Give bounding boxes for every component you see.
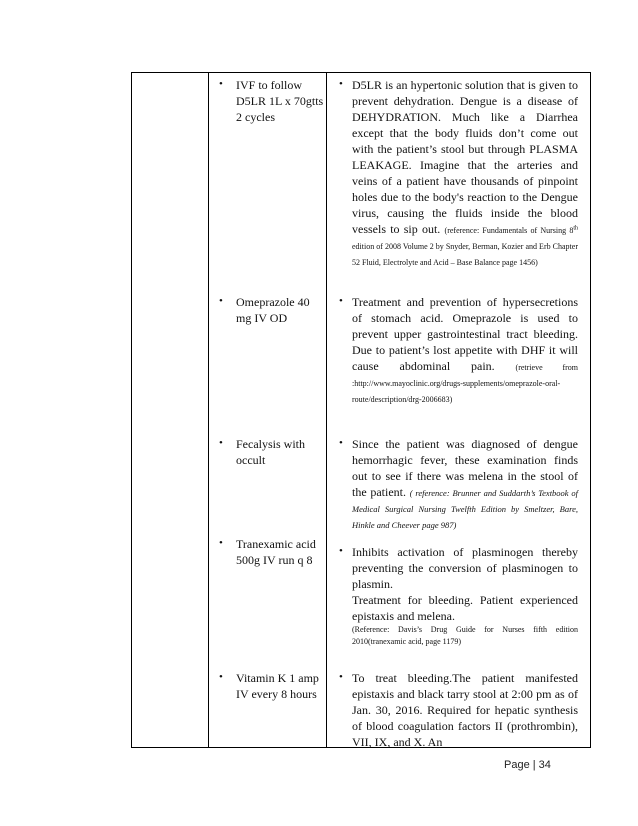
drug-cell: Vitamin K 1 amp IV every 8 hours [236,671,319,701]
drug-cell: Tranexamic acid 500g IV run q 8 [236,537,316,567]
page-number: Page | 34 [504,759,551,771]
bullet-icon: • [339,295,343,307]
bullet-icon: • [219,537,223,549]
rationale-cell [352,436,578,532]
rationale-text: Treatment and prevention of hypersecretions of stomach acid. Omeprazole is used to prevent upper gastrointestinal tract bleeding. Due to patient’s lost appetite with DHF it will cause abdominal pain. [352,295,578,373]
rationale-text: Inhibits activation of plasminogen thereby preventing the conversion of plasminogen to plasmin. [352,545,578,591]
column-divider [208,73,209,747]
bullet-icon: • [219,295,223,307]
rationale-text-2: Treatment for bleeding. Patient experienced epistaxis and melena. [352,593,578,623]
rationale-cell [352,544,578,648]
bullet-icon: • [219,437,223,449]
bullet-icon: • [339,437,343,449]
rationale-cell [352,670,578,750]
rationale-text: Since the patient was diagnosed of dengue hemorrhagic fever, these examination finds out to see if there was melena in the stool of the patient. [352,437,578,499]
column-divider [326,73,327,747]
bullet-icon: • [339,545,343,557]
drug-cell: Fecalysis with occult [236,437,305,467]
rationale-text: D5LR is an hypertonic solution that is given to prevent dehydration. Dengue is a disease of DEHYDRATION. Much like a Diarrhea except that the body fluids don’t come out with the patient’s stool but through PLASMA LEAKAGE. Imagine that the arteries and veins of a patient have thousands of pinpoint holes due to the body's reaction to the Dengue virus, causing the fluids inside the blood vessels to sip out. [352,78,578,236]
reference-text: (retrieve from :http://www.mayoclinic.org/drugs-supplements/omeprazole-oral-route/description/drg-2006683) [352,363,579,404]
rationale-text: To treat bleeding.The patient manifested epistaxis and black tarry stool at 2:00 pm as of Jan. 30, 2016. Required for hepatic synthesis of blood coagulation factors II (prothrombin), VII, IX, and X. An [352,671,578,749]
drug-cell: IVF to follow D5LR 1L x 70gtts 2 cycles [236,78,324,124]
drug-study-table [131,72,591,748]
reference-text: (Reference: Davis’s Drug Guide for Nurses fifth edition 2010(tranexamic acid, page 1179) [352,625,578,646]
reference-text: (reference: Fundamentals of Nursing 8th edition of 2008 Volume 2 by Snyder, Berman, Kozier and Erb Chapter 52 Fluid, Electrolyte and Acid – Base Balance page 1456) [352,225,579,267]
bullet-icon: • [219,671,223,683]
rationale-cell [352,294,578,406]
reference-text: ( reference: Brunner and Suddarth’s Textbook of Medical Surgical Nursing Twelfth Edition by Smeltzer, Bare, Hinkle and Cheever page 987) [352,488,579,530]
drug-cell: Omeprazole 40 mg IV OD [236,295,310,325]
rationale-cell [352,77,578,269]
bullet-icon: • [219,78,223,90]
bullet-icon: • [339,78,343,90]
bullet-icon: • [339,671,343,683]
